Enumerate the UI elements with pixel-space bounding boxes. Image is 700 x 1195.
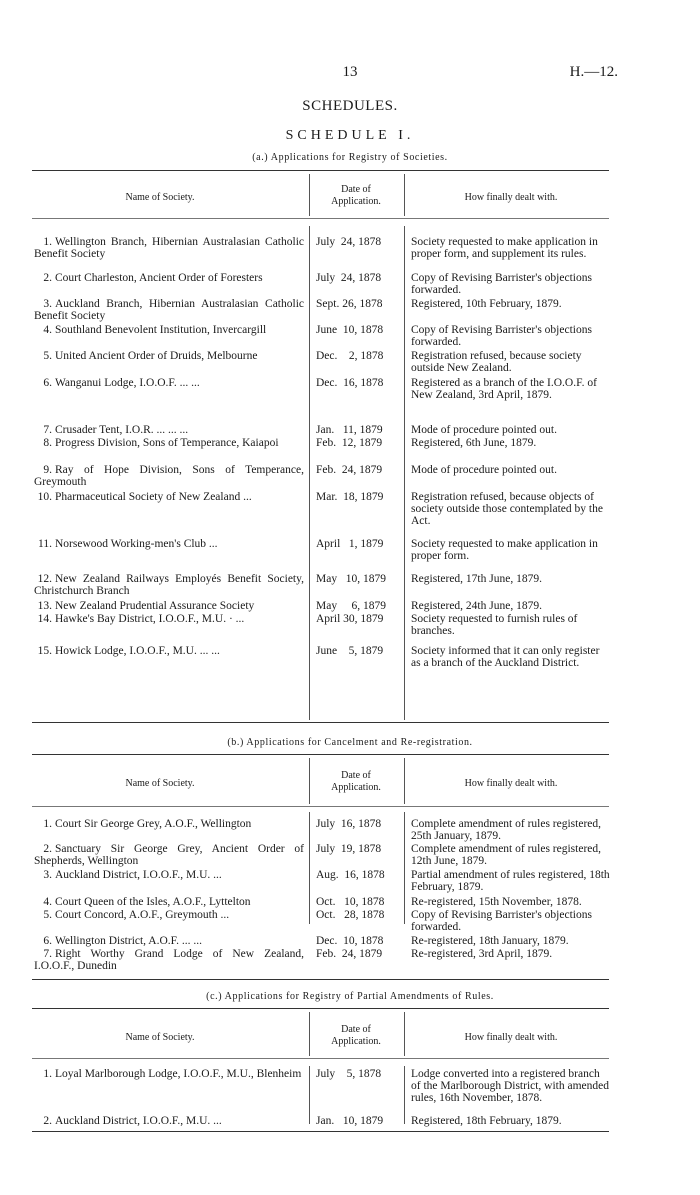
column-divider <box>309 812 310 924</box>
row-number: 1. <box>43 236 52 248</box>
outcome: Partial amendment of rules registered, 18th February, 1879. <box>411 869 610 893</box>
row-number: 12. <box>37 573 52 585</box>
society-name: New Zealand Railways Employés Benefit Society, Christchurch Branch <box>34 573 304 597</box>
schedule-title: SCHEDULE I. <box>285 128 415 143</box>
application-date: Dec. 10, 1878 <box>316 935 384 947</box>
outcome: Registered, 17th June, 1879. <box>411 573 542 585</box>
application-date: July 5, 1878 <box>316 1068 382 1080</box>
society-name: Norsewood Working-men's Club ... <box>55 538 218 550</box>
row-number: 3. <box>43 298 52 310</box>
society-name: Sanctuary Sir George Grey, Ancient Order of Shepherds, Wellington <box>34 843 304 867</box>
row-number: 7. <box>43 424 52 436</box>
row-number: 2. <box>43 843 52 855</box>
outcome: Copy of Revising Barrister's objections forwarded. <box>411 272 592 296</box>
row-number: 4. <box>43 896 52 908</box>
society-name: Progress Division, Sons of Temperance, Kaiapoi <box>55 437 279 449</box>
society-name: Court Concord, A.O.F., Greymouth ... <box>55 909 230 921</box>
application-date: Feb. 12, 1879 <box>316 437 383 449</box>
column-divider <box>404 812 405 924</box>
outcome: Society requested to furnish rules of branches. <box>411 613 578 637</box>
outcome: Complete amendment of rules registered, 25th January, 1879. <box>411 818 602 842</box>
table-rule <box>32 1008 609 1009</box>
society-name: Crusader Tent, I.O.R. ... ... ... <box>55 424 189 436</box>
application-date: July 16, 1878 <box>316 818 382 830</box>
application-date: June 10, 1878 <box>316 324 384 336</box>
table-rule <box>32 218 609 219</box>
section-c-heading: (c.) Applications for Registry of Partial Amendments of Rules. <box>206 991 494 1002</box>
row-number: 6. <box>43 935 52 947</box>
society-name: Ray of Hope Division, Sons of Temperance, Greymouth <box>34 464 304 488</box>
outcome: Society informed that it can only register as a branch of the Auckland District. <box>411 645 600 669</box>
row-number: 4. <box>43 324 52 336</box>
row-number: 8. <box>43 437 52 449</box>
application-date: Oct. 10, 1878 <box>316 896 385 908</box>
society-name: Court Charleston, Ancient Order of Foresters <box>55 272 263 284</box>
outcome: Registered, 6th June, 1879. <box>411 437 537 449</box>
society-name: Court Sir George Grey, A.O.F., Wellington <box>55 818 252 830</box>
column-divider <box>404 226 405 720</box>
outcome: Lodge converted into a registered branch of the Marlborough District, with amended rules, 16th November, 1878. <box>411 1068 610 1104</box>
application-date: May 10, 1879 <box>316 573 386 585</box>
society-name: Auckland District, I.O.O.F., M.U. ... <box>55 1115 222 1127</box>
application-date: June 5, 1879 <box>316 645 384 657</box>
society-name: Hawke's Bay District, I.O.O.F., M.U. · ... <box>55 613 245 625</box>
column-divider <box>309 758 310 804</box>
application-date: July 19, 1878 <box>316 843 382 855</box>
column-header-date: Date of Application. <box>331 770 381 793</box>
outcome: Registered, 18th February, 1879. <box>411 1115 562 1127</box>
column-divider <box>404 758 405 804</box>
row-number: 11. <box>38 538 52 550</box>
outcome: Re-registered, 3rd April, 1879. <box>411 948 553 960</box>
application-date: Sept. 26, 1878 <box>316 298 383 310</box>
section-b-heading: (b.) Applications for Cancelment and Re-registration. <box>227 737 473 748</box>
society-name: Auckland District, I.O.O.F., M.U. ... <box>55 869 222 881</box>
outcome: Registered, 10th February, 1879. <box>411 298 562 310</box>
outcome: Re-registered, 18th January, 1879. <box>411 935 569 947</box>
column-header-how: How finally dealt with. <box>464 778 558 789</box>
outcome: Mode of procedure pointed out. <box>411 424 557 436</box>
column-divider <box>309 226 310 720</box>
society-name: Auckland Branch, Hibernian Australasian Catholic Benefit Society <box>34 298 304 322</box>
row-number: 2. <box>43 1115 52 1127</box>
society-name: Wellington Branch, Hibernian Australasian Catholic Benefit Society <box>34 236 304 260</box>
society-name: Right Worthy Grand Lodge of New Zealand, I.O.O.F., Dunedin <box>34 948 304 972</box>
table-rule <box>32 170 609 171</box>
row-number: 13. <box>37 600 52 612</box>
page-title: SCHEDULES. <box>302 98 398 114</box>
column-divider <box>404 1012 405 1056</box>
row-number: 15. <box>37 645 52 657</box>
society-name: United Ancient Order of Druids, Melbourne <box>55 350 258 362</box>
application-date: Jan. 11, 1879 <box>316 424 383 436</box>
application-date: Feb. 24, 1879 <box>316 464 383 476</box>
application-date: Feb. 24, 1879 <box>316 948 383 960</box>
column-divider <box>309 1066 310 1124</box>
table-rule <box>32 754 609 755</box>
outcome: Society requested to make application in proper form. <box>411 538 598 562</box>
society-name: New Zealand Prudential Assurance Society <box>55 600 255 612</box>
outcome: Registration refused, because objects of society outside those contemplated by the Act. <box>411 491 603 527</box>
outcome: Copy of Revising Barrister's objections forwarded. <box>411 909 592 933</box>
society-name: Wellington District, A.O.F. ... ... <box>55 935 203 947</box>
application-date: April 30, 1879 <box>316 613 384 625</box>
document-reference: H.—12. <box>569 64 618 80</box>
column-header-how: How finally dealt with. <box>464 1032 558 1043</box>
table-rule <box>32 1058 609 1059</box>
application-date: July 24, 1878 <box>316 236 382 248</box>
application-date: Jan. 10, 1879 <box>316 1115 384 1127</box>
outcome: Registered, 24th June, 1879. <box>411 600 542 612</box>
row-number: 3. <box>43 869 52 881</box>
column-header-name: Name of Society. <box>125 778 195 789</box>
column-divider <box>309 174 310 216</box>
outcome: Copy of Revising Barrister's objections forwarded. <box>411 324 592 348</box>
column-divider <box>404 174 405 216</box>
application-date: Aug. 16, 1878 <box>316 869 385 881</box>
outcome: Registered as a branch of the I.O.O.F. of New Zealand, 3rd April, 1879. <box>411 377 597 401</box>
society-name: Wanganui Lodge, I.O.O.F. ... ... <box>55 377 200 389</box>
table-rule <box>32 806 609 807</box>
column-header-name: Name of Society. <box>125 192 195 203</box>
society-name: Southland Benevolent Institution, Invercargill <box>55 324 267 336</box>
society-name: Loyal Marlborough Lodge, I.O.O.F., M.U., Blenheim <box>55 1068 302 1080</box>
society-name: Pharmaceutical Society of New Zealand ... <box>55 491 252 503</box>
table-rule <box>32 1131 609 1132</box>
row-number: 5. <box>43 909 52 921</box>
society-name: Court Queen of the Isles, A.O.F., Lyttelton <box>55 896 251 908</box>
application-date: Oct. 28, 1878 <box>316 909 385 921</box>
outcome: Mode of procedure pointed out. <box>411 464 557 476</box>
outcome: Registration refused, because society outside New Zealand. <box>411 350 582 374</box>
application-date: Dec. 16, 1878 <box>316 377 384 389</box>
column-header-date: Date of Application. <box>331 1024 381 1047</box>
application-date: May 6, 1879 <box>316 600 386 612</box>
row-number: 9. <box>43 464 52 476</box>
column-divider <box>309 1012 310 1056</box>
column-header-name: Name of Society. <box>125 1032 195 1043</box>
application-date: April 1, 1879 <box>316 538 384 550</box>
outcome: Complete amendment of rules registered, 12th June, 1879. <box>411 843 602 867</box>
row-number: 7. <box>43 948 52 960</box>
column-divider <box>404 1066 405 1124</box>
row-number: 5. <box>43 350 52 362</box>
row-number: 1. <box>43 1068 52 1080</box>
row-number: 6. <box>43 377 52 389</box>
outcome: Re-registered, 15th November, 1878. <box>411 896 582 908</box>
row-number: 10. <box>37 491 52 503</box>
column-header-date: Date of Application. <box>331 184 381 207</box>
outcome: Society requested to make application in proper form, and supplement its rules. <box>411 236 598 260</box>
column-header-how: How finally dealt with. <box>464 192 558 203</box>
row-number: 2. <box>43 272 52 284</box>
row-number: 14. <box>37 613 52 625</box>
section-a-heading: (a.) Applications for Registry of Societies. <box>252 152 448 163</box>
table-rule <box>32 979 609 980</box>
row-number: 1. <box>43 818 52 830</box>
society-name: Howick Lodge, I.O.O.F., M.U. ... ... <box>55 645 220 657</box>
application-date: July 24, 1878 <box>316 272 382 284</box>
table-rule <box>32 722 609 723</box>
application-date: Dec. 2, 1878 <box>316 350 384 362</box>
application-date: Mar. 18, 1879 <box>316 491 384 503</box>
page-number: 13 <box>342 64 358 80</box>
